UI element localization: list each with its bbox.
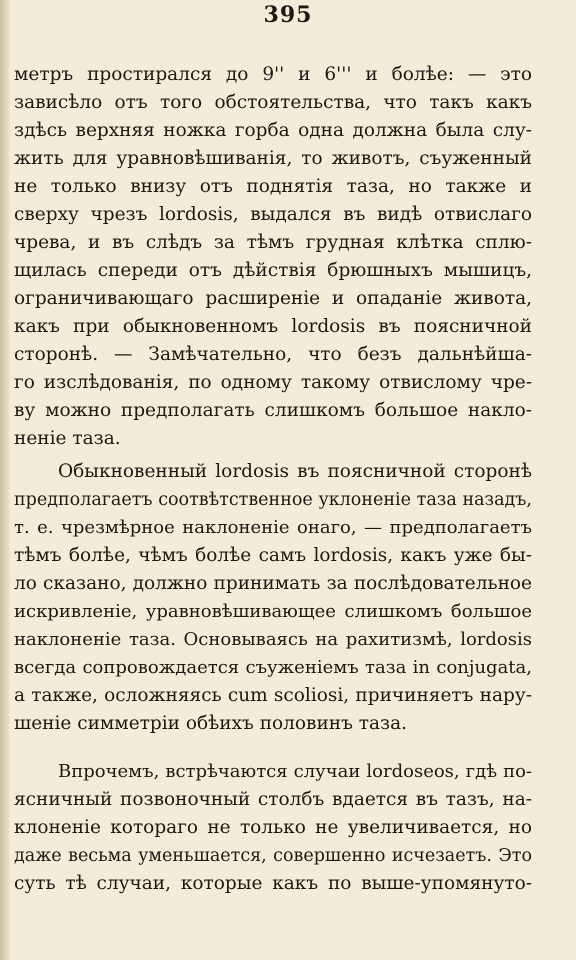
text-line: ло сказано, должно принимать за послѣдовательное <box>14 573 532 594</box>
text-line: жить для уравновѣшиванія, то животъ, съуженный <box>14 148 532 169</box>
text-line: тѣмъ болѣе, чѣмъ болѣе самъ lordosis, какъ уже бы- <box>14 545 532 566</box>
text-line: зависѣло отъ того обстоятельства, что такъ какъ <box>14 92 532 113</box>
text-line: ограничивающаго расширеніе и опаданіе живота, <box>14 288 532 309</box>
text-line: Обыкновенный lordosis въ поясничной сторонѣ <box>58 461 532 482</box>
text-line: даже весьма уменьшается, совершенно исчезаетъ. Это <box>14 846 532 866</box>
text-line: а также, осложняясь cum scoliosi, причиняетъ нару- <box>14 685 532 706</box>
text-line: щилась спереди отъ дѣйствія брюшныхъ мышицъ, <box>14 260 532 281</box>
text-line: здѣсь верхняя ножка горба одна должна была слу- <box>14 120 532 141</box>
text-line: наклоненіе таза. Основываясь на рахитизмѣ, lordosis <box>14 629 532 650</box>
page-binding-edge <box>0 0 10 960</box>
text-line: т. е. чрезмѣрное наклоненіе онаго, — предполагаетъ <box>14 517 532 538</box>
text-line: предполагаетъ соотвѣтственное уклоненіе таза назадъ, <box>14 490 532 510</box>
text-line: клоненіе котораго не только не увеличивается, но <box>14 817 532 838</box>
paragraph-1 <box>14 61 532 453</box>
text-line: метръ простирался до 9'' и 6''' и болѣе: — это <box>14 64 532 85</box>
text-line: всегда сопровождается съуженіемъ таза in conjugata, <box>14 657 532 678</box>
text-line: какъ при обыкновенномъ lordosis въ поясничной <box>14 316 532 337</box>
text-line: сверху чрезъ lordosis, выдался въ видѣ отвислаго <box>14 204 532 225</box>
paragraph-2 <box>14 458 532 738</box>
text-line: чрева, и въ слѣдъ за тѣмъ грудная клѣтка сплю- <box>14 232 532 253</box>
text-line: ясничный позвоночный столбъ вдается въ тазъ, на- <box>14 789 532 810</box>
text-line: ву можно предполагать слишкомъ большое накло- <box>14 400 532 421</box>
text-line: шеніе симметріи обѣихъ половинъ таза. <box>14 713 408 734</box>
text-line: не только внизу отъ поднятія таза, но также и <box>14 176 532 197</box>
page-number: 395 <box>263 2 313 28</box>
text-line: неніе таза. <box>14 428 121 449</box>
text-line: искривленіе, уравновѣшивающее слишкомъ большое <box>14 601 532 622</box>
text-line: го изслѣдованія, по одному такому отвислому чре- <box>14 372 532 393</box>
text-line: Впрочемъ, встрѣчаются случаи lordoseos, гдѣ по- <box>58 761 532 782</box>
text-line: сторонѣ. — Замѣчательно, что безъ дальнѣйша- <box>14 344 532 365</box>
paragraph-3 <box>14 758 532 898</box>
text-line: суть тѣ случаи, которые какъ по выше-упомянуто- <box>14 873 532 894</box>
